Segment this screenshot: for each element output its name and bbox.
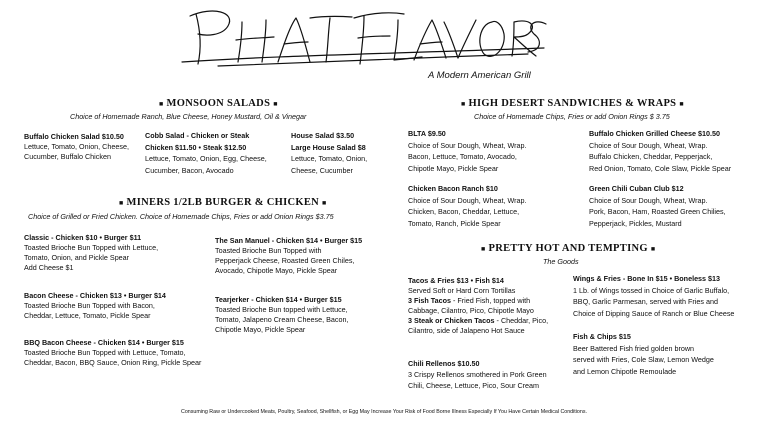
menu-item — [215, 236, 362, 276]
bullet: ■ — [273, 99, 278, 108]
item-desc: Toasted Brioche Bun Topped with Lettuce, Tomato, — [24, 348, 186, 357]
item-desc: Bacon, Lettuce, Tomato, Avocado, — [408, 152, 517, 161]
item-desc: 3 Crispy Rellenos smothered in Pork Green — [408, 370, 547, 379]
item-desc: Tomato, Jalapeno Cream Cheese, Bacon, — [215, 315, 349, 324]
bullet: ■ — [481, 244, 486, 253]
item-desc: Lettuce, Tomato, Onion, — [291, 154, 368, 163]
item-desc: Toasted Brioche Bun Topped with Lettuce, — [24, 243, 159, 252]
item-desc: Served Soft or Hard Corn Tortillas — [408, 286, 516, 295]
section-subtitle: Choice of Homemade Chips, Fries or add Onion Rings $ 3.75 — [474, 112, 670, 121]
bullet: ■ — [322, 198, 327, 207]
item-name: Bacon Cheese - Chicken $13 • Burger $14 — [24, 291, 166, 300]
item-desc: Choice of Sour Dough, Wheat, Wrap. — [408, 140, 527, 150]
item-name: 3 Fish Tacos — [408, 296, 452, 305]
item-desc: 1 Lb. of Wings tossed in Choice of Garlic Buffalo, — [573, 285, 730, 295]
item-name: Buffalo Chicken Salad $10.50 — [24, 132, 124, 141]
item-name: Large House Salad $8 — [291, 142, 366, 152]
menu-item — [408, 128, 527, 174]
item-desc: Chili, Cheese, Lettuce, Pico, Sour Cream — [408, 381, 540, 390]
item-desc: served with Fries, Cole Slaw, Lemon Wedge — [573, 355, 714, 364]
item-name: Cobb Salad - Chicken or Steak — [145, 131, 250, 140]
menu-item — [24, 291, 166, 321]
item-price: Chicken $11.50 • Steak $12.50 — [145, 142, 247, 152]
item-desc: Chipotle Mayo, Pickle Spear — [215, 325, 306, 334]
item-desc: - Cheddar, Pico, — [494, 316, 549, 325]
item-desc: Beer Battered Fish fried golden brown — [573, 343, 695, 353]
item-desc: Buffalo Chicken, Cheddar, Pepperjack, — [589, 152, 713, 161]
section-title-high-desert — [458, 98, 687, 109]
menu-item — [408, 358, 547, 391]
food-safety-disclaimer: Consuming Raw or Undercooked Meats, Poultry, Seafood, Shellfish, or Egg May Increase Your Risk of Food Borne Illness Especially If You Have Certain Medical Conditions. — [181, 409, 587, 415]
menu-item — [291, 130, 367, 176]
item-desc: Toasted Brioche Bun Topped with Bacon, — [24, 301, 155, 310]
item-line — [408, 316, 548, 326]
section-subtitle: The Goods — [543, 257, 579, 266]
item-name: Chili Rellenos $10.50 — [408, 359, 480, 368]
section-title-monsoon-salads — [156, 98, 281, 109]
menu-item — [24, 132, 129, 162]
item-desc: Lettuce, Tomato, Onion, Egg, Cheese, — [145, 154, 267, 163]
item-desc: Toasted Brioche Bun topped with Lettuce, — [215, 305, 348, 314]
item-desc: Chipotle Mayo, Pickle Spear — [408, 163, 499, 173]
item-name: BBQ Bacon Cheese - Chicken $14 • Burger $15 — [24, 338, 184, 347]
item-name: Tacos & Fries $13 • Fish $14 — [408, 276, 504, 285]
item-desc: Choice of Sour Dough, Wheat, Wrap. — [589, 140, 708, 150]
item-desc: Cabbage, Cilantro, Pico, Chipotle Mayo — [408, 306, 534, 315]
menu-item — [408, 183, 527, 229]
section-subtitle: Choice of Homemade Ranch, Blue Cheese, Honey Mustard, Oil & Vinegar — [70, 112, 307, 121]
item-desc: Cheddar, Bacon, BBQ Sauce, Onion Ring, Pickle Spear — [24, 358, 202, 367]
section-title-text: MINERS 1/2LB BURGER & CHICKEN — [126, 197, 320, 208]
menu-item — [589, 128, 731, 174]
menu-item — [573, 273, 734, 319]
item-desc: Toasted Brioche Bun Topped with — [215, 246, 322, 255]
item-name: Classic - Chicken $10 • Burger $11 — [24, 233, 142, 242]
item-name: BLTA $9.50 — [408, 129, 446, 138]
item-line — [408, 296, 548, 306]
menu-item — [408, 276, 548, 336]
item-name: Tearjerker - Chicken $14 • Burger $15 — [215, 295, 342, 304]
item-desc: BBQ, Garlic Parmesan, served with Fries and — [573, 297, 718, 306]
item-desc: Lettuce, Tomato, Onion, Cheese, — [24, 142, 129, 151]
item-name: The San Manuel - Chicken $14 • Burger $15 — [215, 236, 363, 245]
item-name: Chicken Bacon Ranch $10 — [408, 184, 498, 193]
item-desc: Cheese, Cucumber — [291, 165, 353, 175]
item-desc: Pepperjack Cheese, Roasted Green Chiles, — [215, 256, 355, 265]
menu-item — [215, 295, 348, 335]
menu-item — [24, 233, 158, 273]
bullet: ■ — [119, 198, 124, 207]
item-desc: Pork, Bacon, Ham, Roasted Green Chilies, — [589, 207, 726, 216]
item-desc: Pepperjack, Pickles, Mustard — [589, 218, 682, 228]
item-desc: Chicken, Bacon, Cheddar, Lettuce, — [408, 207, 520, 216]
bullet: ■ — [159, 99, 164, 108]
menu-item — [573, 331, 714, 377]
item-desc: Cucumber, Buffalo Chicken — [24, 152, 111, 161]
tagline: A Modern American Grill — [428, 70, 531, 81]
item-desc: Avocado, Chipotle Mayo, Pickle Spear — [215, 266, 338, 275]
section-title-pretty-hot — [478, 243, 658, 254]
section-title-text: HIGH DESERT SANDWICHES & WRAPS — [468, 98, 677, 109]
item-desc: Red Onion, Tomato, Cole Slaw, Pickle Spear — [589, 163, 732, 173]
item-name: Green Chili Cuban Club $12 — [589, 184, 684, 193]
section-title-text: PRETTY HOT AND TEMPTING — [488, 243, 648, 254]
item-desc: Choice of Sour Dough, Wheat, Wrap. — [408, 195, 527, 205]
item-desc: Add Cheese $1 — [24, 263, 74, 272]
item-desc: Cheddar, Lettuce, Tomato, Pickle Spear — [24, 311, 151, 320]
section-title-miners — [116, 197, 330, 208]
item-desc: - Fried Fish, topped with — [451, 296, 531, 305]
item-desc: and Lemon Chipotle Remoulade — [573, 366, 677, 376]
item-desc: Choice of Dipping Sauce of Ranch or Blue Cheese — [573, 308, 735, 318]
section-title-text: MONSOON SALADS — [166, 98, 271, 109]
item-desc: Cucumber, Bacon, Avocado — [145, 165, 234, 175]
item-name: House Salad $3.50 — [291, 131, 355, 140]
section-subtitle: Choice of Grilled or Fried Chicken. Choice of Homemade Chips, Fries or add Onion Rings $3.75 — [28, 212, 334, 221]
bullet: ■ — [461, 99, 466, 108]
bullet: ■ — [679, 99, 684, 108]
item-name: Wings & Fries - Bone In $15 • Boneless $13 — [573, 274, 721, 283]
item-desc: Cilantro, side of Jalapeno Hot Sauce — [408, 326, 525, 335]
item-desc: Choice of Sour Dough, Wheat, Wrap. — [589, 195, 708, 205]
item-name: 3 Steak or Chicken Tacos — [408, 316, 495, 325]
menu-item — [145, 130, 267, 176]
phat-flavors-logo — [178, 4, 548, 74]
item-desc: Tomato, Ranch, Pickle Spear — [408, 218, 501, 228]
item-name: Buffalo Chicken Grilled Cheese $10.50 — [589, 129, 721, 138]
bullet: ■ — [650, 244, 656, 253]
menu-item — [589, 183, 726, 229]
item-desc: Tomato, Onion, and Pickle Spear — [24, 253, 130, 262]
menu-item — [24, 338, 201, 368]
item-name: Fish & Chips $15 — [573, 332, 631, 341]
